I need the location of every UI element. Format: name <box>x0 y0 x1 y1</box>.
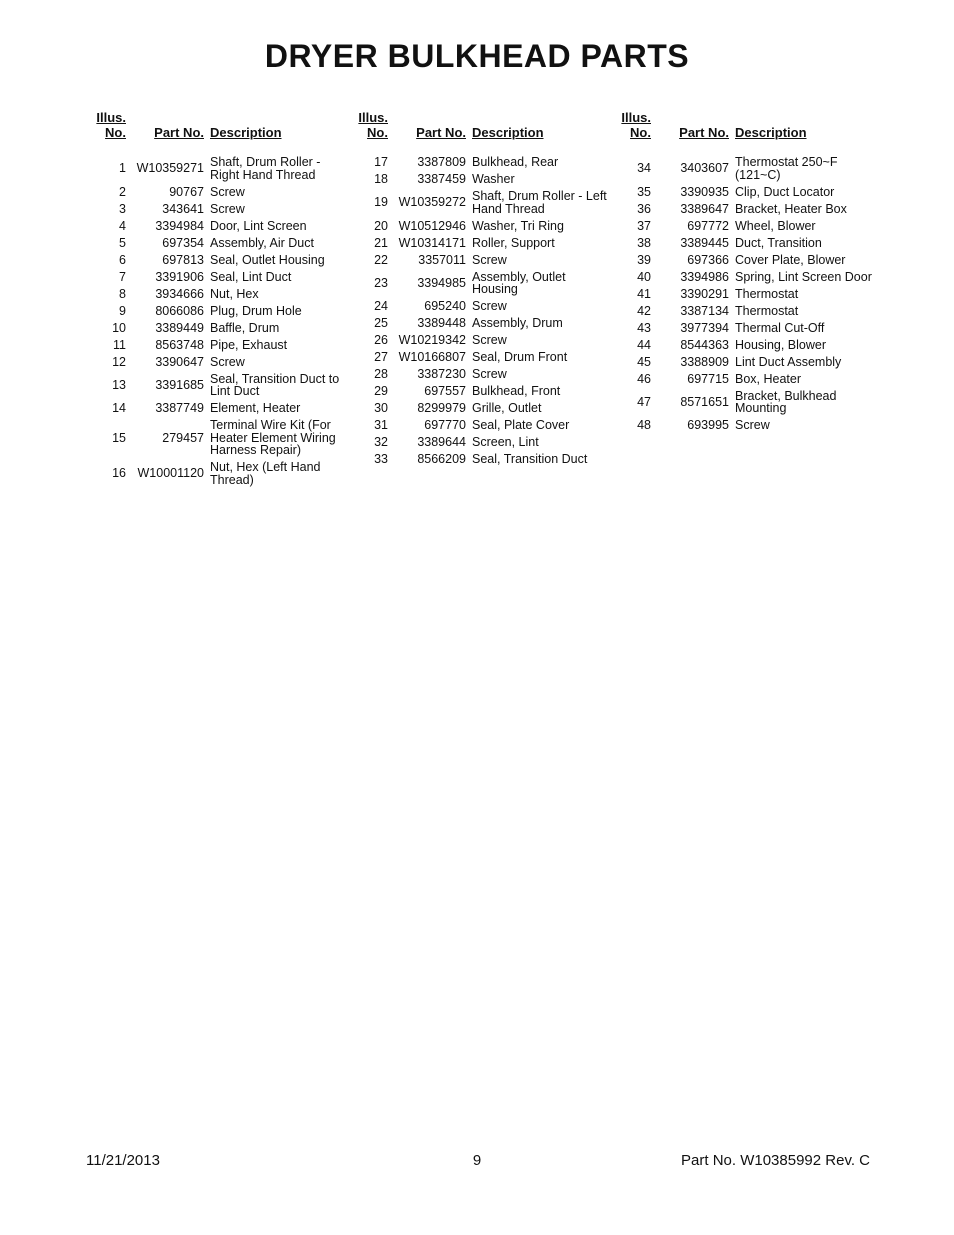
table-row <box>86 337 350 354</box>
illus-no-cell: 28 <box>374 367 388 381</box>
description-cell: Seal, Outlet Housing <box>210 252 325 267</box>
description-cell: Nut, Hex <box>210 286 259 301</box>
illus-no-cell: 14 <box>112 401 126 415</box>
description-cell: Screw <box>472 367 507 381</box>
footer-part-revision: Part No. W10385992 Rev. C <box>681 1152 870 1169</box>
table-row <box>348 400 612 417</box>
table-row <box>348 252 612 269</box>
illus-no-cell: 4 <box>119 218 126 233</box>
part-no-cell: W10359272 <box>398 195 466 210</box>
illus-no-cell: 38 <box>637 235 651 250</box>
illus-no-cell: 32 <box>374 435 388 449</box>
table-header-row <box>611 110 875 154</box>
illus-no-cell: 5 <box>119 235 126 250</box>
table-row <box>611 354 875 371</box>
illus-no-cell: 33 <box>374 452 388 466</box>
description-cell: Lint Duct Assembly <box>735 354 842 369</box>
table-row <box>611 417 875 434</box>
part-no-cell: 3389448 <box>417 316 466 330</box>
part-no-cell: 3390647 <box>155 354 204 369</box>
part-no-cell: 697557 <box>424 384 466 398</box>
illus-no-cell: 39 <box>637 252 651 267</box>
illus-no-cell: 47 <box>637 394 651 409</box>
illus-no-cell: 16 <box>112 466 126 481</box>
table-row <box>348 188 612 218</box>
illus-no-cell: 17 <box>374 155 388 169</box>
description-cell: Assembly, Outlet Housing <box>472 269 566 296</box>
part-no-cell: 697366 <box>687 252 729 267</box>
illus-no-cell: 22 <box>374 252 388 267</box>
part-no-cell: 697772 <box>687 218 729 233</box>
description-cell: Thermostat 250~F (121~C) <box>735 155 838 182</box>
part-no-cell: 8571651 <box>680 394 729 409</box>
illus-no-cell: 43 <box>637 320 651 335</box>
description-cell: Bracket, Bulkhead Mounting <box>735 388 837 415</box>
illus-no-cell: 26 <box>374 333 388 347</box>
part-no-cell: W10512946 <box>398 218 466 233</box>
illus-no-cell: 44 <box>637 337 651 352</box>
part-no-header: Part No. <box>416 125 466 140</box>
illus-no-cell: 11 <box>113 337 126 352</box>
footer-page-number: 9 <box>472 1152 482 1169</box>
description-cell: Shaft, Drum Roller - Left Hand Thread <box>472 189 607 216</box>
part-no-cell: W10001120 <box>137 466 204 481</box>
illus-no-cell: 46 <box>637 371 651 386</box>
part-no-cell: 8566209 <box>417 452 466 466</box>
description-cell: Housing, Blower <box>735 337 827 352</box>
illus-no-header: Illus. No. <box>621 110 651 140</box>
part-no-cell: 3387749 <box>155 401 204 415</box>
illus-no-cell: 24 <box>374 299 388 313</box>
page-title: DRYER BULKHEAD PARTS <box>264 38 690 74</box>
illus-no-cell: 41 <box>637 286 651 301</box>
table-row <box>86 184 350 201</box>
illus-no-header: Illus. No. <box>358 110 388 140</box>
description-cell: Thermostat <box>735 303 799 318</box>
description-cell: Screen, Lint <box>472 435 539 449</box>
description-cell: Washer, Tri Ring <box>472 218 564 233</box>
part-no-header: Part No. <box>679 125 729 140</box>
illus-no-cell: 6 <box>119 252 126 267</box>
illus-no-cell: 9 <box>119 303 126 318</box>
description-cell: Screw <box>210 201 245 216</box>
parts-table-3 <box>611 110 875 434</box>
part-no-cell: 3387809 <box>417 155 466 169</box>
description-header: Description <box>210 125 282 140</box>
table-row <box>611 337 875 354</box>
illus-no-cell: 1 <box>119 161 126 176</box>
illus-no-cell: 23 <box>374 275 388 290</box>
table-row <box>611 184 875 201</box>
parts-column-2 <box>348 110 623 468</box>
illus-no-cell: 42 <box>637 303 651 318</box>
table-row <box>348 298 612 315</box>
illus-no-cell: 21 <box>374 235 388 250</box>
part-no-cell: 697813 <box>162 252 204 267</box>
description-header: Description <box>735 125 807 140</box>
description-cell: Clip, Duct Locator <box>735 184 835 199</box>
part-no-cell: 279457 <box>162 430 204 445</box>
table-row <box>86 201 350 218</box>
description-cell: Screw <box>472 333 507 347</box>
table-row <box>86 235 350 252</box>
part-no-header: Part No. <box>154 125 204 140</box>
parts-column-1 <box>86 110 361 489</box>
description-cell: Screw <box>472 252 507 267</box>
part-no-cell: 3391685 <box>155 377 204 392</box>
description-cell: Nut, Hex (Left Hand Thread) <box>210 460 321 487</box>
illus-no-cell: 31 <box>374 418 388 432</box>
part-no-cell: 3390935 <box>680 184 729 199</box>
table-row <box>86 400 350 417</box>
illus-no-cell: 8 <box>119 286 126 301</box>
table-row <box>611 218 875 235</box>
table-row <box>611 201 875 218</box>
part-no-cell: 3977394 <box>680 320 729 335</box>
part-no-cell: 697770 <box>424 418 466 432</box>
description-cell: Plug, Drum Hole <box>210 303 302 318</box>
table-row <box>348 269 612 299</box>
description-cell: Cover Plate, Blower <box>735 252 846 267</box>
part-no-cell: 3387459 <box>417 172 466 186</box>
table-row <box>348 366 612 383</box>
illus-no-cell: 45 <box>637 354 651 369</box>
description-cell: Bracket, Heater Box <box>735 201 847 216</box>
part-no-cell: 3394984 <box>155 218 204 233</box>
part-no-cell: 90767 <box>169 184 204 199</box>
part-no-cell: 3934666 <box>155 286 204 301</box>
table-row <box>86 252 350 269</box>
illus-no-cell: 13 <box>112 377 126 392</box>
table-row <box>611 388 875 418</box>
table-row <box>611 303 875 320</box>
table-row <box>348 171 612 188</box>
part-no-cell: W10166807 <box>398 350 466 364</box>
description-cell: Screw <box>735 418 770 432</box>
part-no-cell: 8544363 <box>680 337 729 352</box>
part-no-cell: 3357011 <box>418 252 466 267</box>
illus-no-cell: 27 <box>374 350 388 364</box>
illus-no-cell: 3 <box>119 201 126 216</box>
illus-no-header: Illus. No. <box>96 110 126 140</box>
description-cell: Assembly, Drum <box>472 316 563 330</box>
table-row <box>348 349 612 366</box>
part-no-cell: 693995 <box>687 418 729 432</box>
illus-no-cell: 7 <box>119 269 126 284</box>
table-row <box>86 286 350 303</box>
table-row <box>611 235 875 252</box>
description-cell: Seal, Lint Duct <box>210 269 292 284</box>
parts-table-1 <box>86 110 350 489</box>
description-header: Description <box>472 125 544 140</box>
description-cell: Duct, Transition <box>735 235 822 250</box>
description-cell: Wheel, Blower <box>735 218 816 233</box>
part-no-cell: W10359271 <box>136 161 204 176</box>
description-cell: Screw <box>210 354 245 369</box>
illus-no-cell: 2 <box>119 184 126 199</box>
illus-no-cell: 37 <box>637 218 651 233</box>
part-no-cell: 3389445 <box>680 235 729 250</box>
description-cell: Box, Heater <box>735 371 802 386</box>
illus-no-cell: 25 <box>374 316 388 330</box>
table-row <box>86 417 350 459</box>
description-cell: Door, Lint Screen <box>210 218 307 233</box>
part-no-cell: 8299979 <box>417 401 466 415</box>
table-header-row <box>348 110 612 154</box>
description-cell: Shaft, Drum Roller - Right Hand Thread <box>210 155 321 182</box>
part-no-cell: 695240 <box>424 299 466 313</box>
table-row <box>86 371 350 401</box>
table-row <box>348 434 612 451</box>
part-no-cell: 697354 <box>162 235 204 250</box>
description-cell: Grille, Outlet <box>472 401 542 415</box>
description-cell: Screw <box>472 299 507 313</box>
table-row <box>348 383 612 400</box>
description-cell: Assembly, Air Duct <box>210 235 314 250</box>
part-no-cell: W10219342 <box>398 333 466 347</box>
illus-no-cell: 19 <box>374 195 388 210</box>
part-no-cell: 3394986 <box>680 269 729 284</box>
illus-no-cell: 36 <box>637 201 651 216</box>
description-cell: Bulkhead, Rear <box>472 155 559 169</box>
table-row <box>348 154 612 171</box>
table-row <box>611 154 875 184</box>
table-row <box>611 269 875 286</box>
part-no-cell: 697715 <box>687 371 729 386</box>
table-row <box>348 315 612 332</box>
footer-date: 11/21/2013 <box>86 1152 160 1169</box>
table-row <box>86 303 350 320</box>
table-row <box>86 154 350 184</box>
table-row <box>86 218 350 235</box>
description-cell: Pipe, Exhaust <box>210 337 288 352</box>
illus-no-cell: 30 <box>374 401 388 415</box>
description-cell: Terminal Wire Kit (For Heater Element Wiring Harness Repair) <box>210 418 336 457</box>
table-row <box>348 451 612 468</box>
parts-table-2 <box>348 110 612 468</box>
table-row <box>348 332 612 349</box>
description-cell: Baffle, Drum <box>210 320 280 335</box>
description-cell: Bulkhead, Front <box>472 384 561 398</box>
part-no-cell: 8563748 <box>155 337 204 352</box>
description-cell: Screw <box>210 184 245 199</box>
table-row <box>611 286 875 303</box>
description-cell: Roller, Support <box>472 235 555 250</box>
description-cell: Seal, Plate Cover <box>472 418 570 432</box>
parts-column-3 <box>611 110 886 434</box>
illus-no-cell: 12 <box>112 354 126 369</box>
part-no-cell: 3394985 <box>417 275 466 290</box>
part-no-cell: 3387230 <box>417 367 466 381</box>
part-no-cell: 3389647 <box>680 201 729 216</box>
table-row <box>611 371 875 388</box>
illus-no-cell: 40 <box>637 269 651 284</box>
illus-no-cell: 34 <box>637 161 651 176</box>
illus-no-cell: 35 <box>637 184 651 199</box>
table-row <box>86 354 350 371</box>
part-no-cell: 8066086 <box>155 303 204 318</box>
table-row <box>348 218 612 235</box>
table-row <box>86 459 350 489</box>
description-cell: Element, Heater <box>210 401 301 415</box>
description-cell: Washer <box>472 172 515 186</box>
part-no-cell: W10314171 <box>398 235 466 250</box>
part-no-cell: 3389644 <box>417 435 466 449</box>
illus-no-cell: 15 <box>112 430 126 445</box>
description-cell: Seal, Drum Front <box>472 350 568 364</box>
illus-no-cell: 29 <box>374 384 388 398</box>
description-cell: Seal, Transition Duct <box>472 452 588 466</box>
description-cell: Seal, Transition Duct to Lint Duct <box>210 371 340 398</box>
table-row <box>86 269 350 286</box>
table-row <box>86 320 350 337</box>
part-no-cell: 3390291 <box>680 286 729 301</box>
table-row <box>611 320 875 337</box>
part-no-cell: 3387134 <box>680 303 729 318</box>
part-no-cell: 3389449 <box>155 320 204 335</box>
part-no-cell: 343641 <box>162 201 204 216</box>
table-row <box>611 252 875 269</box>
table-header-row <box>86 110 350 154</box>
description-cell: Thermostat <box>735 286 799 301</box>
illus-no-cell: 20 <box>374 218 388 233</box>
description-cell: Thermal Cut-Off <box>735 320 825 335</box>
illus-no-cell: 48 <box>637 418 651 432</box>
table-row <box>348 235 612 252</box>
table-row <box>348 417 612 434</box>
part-no-cell: 3403607 <box>680 161 729 176</box>
description-cell: Spring, Lint Screen Door <box>735 269 872 284</box>
part-no-cell: 3391906 <box>155 269 204 284</box>
illus-no-cell: 18 <box>374 172 388 186</box>
illus-no-cell: 10 <box>112 320 126 335</box>
part-no-cell: 3388909 <box>680 354 729 369</box>
